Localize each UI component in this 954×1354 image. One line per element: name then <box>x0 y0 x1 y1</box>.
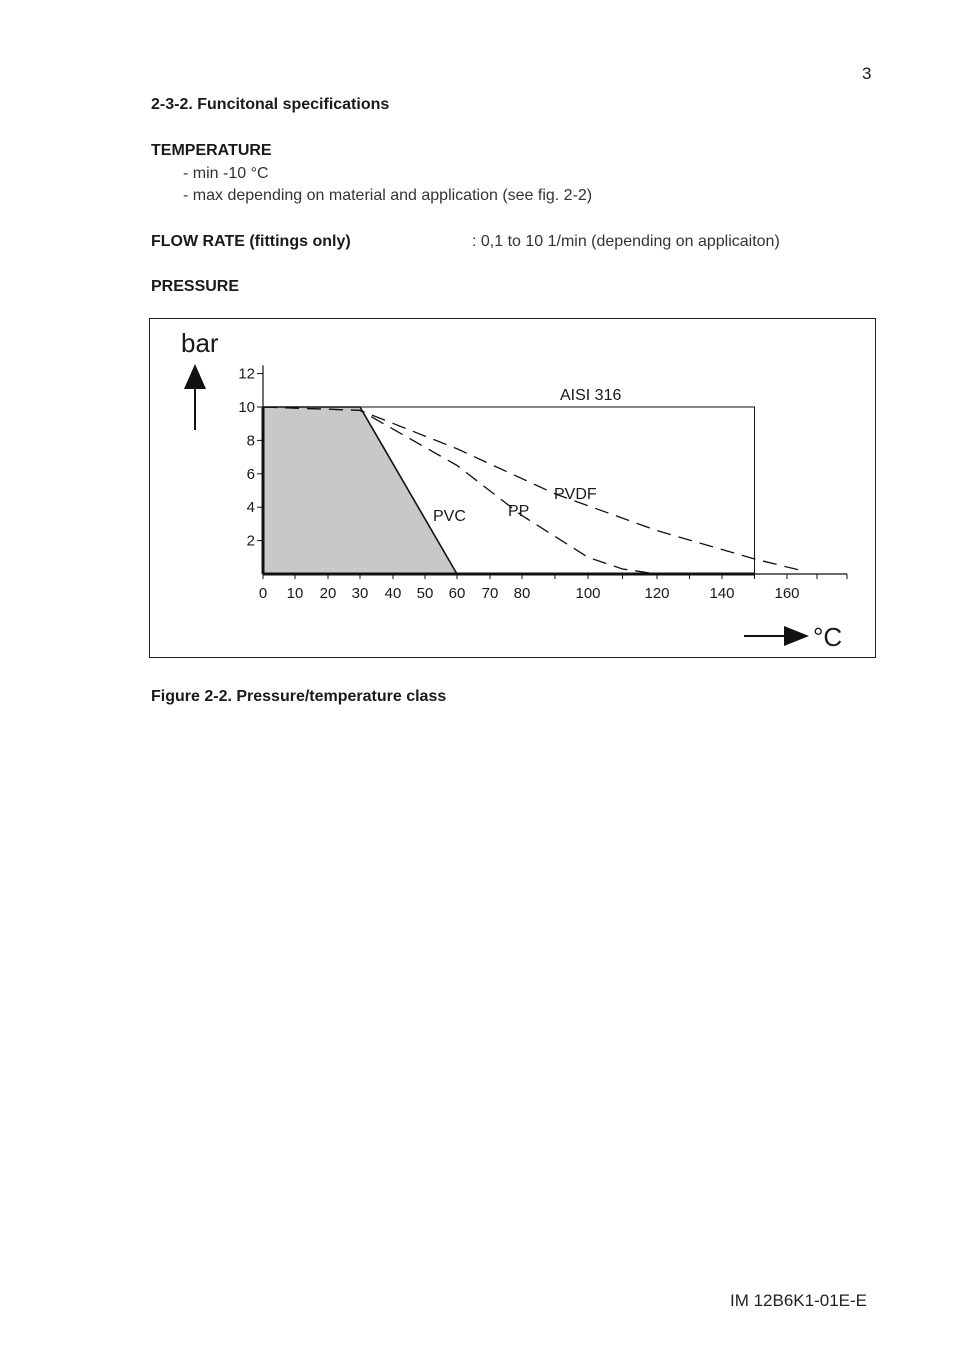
flow-rate-value: : 0,1 to 10 1/min (depending on applicaiton) <box>472 233 780 250</box>
pressure-temperature-figure <box>149 318 876 658</box>
series-label-pvc: PVC <box>433 508 466 525</box>
x-tick-label-80: 80 <box>513 585 531 602</box>
section-heading: 2-3-2. Funcitonal specifications <box>151 96 390 113</box>
figure-caption: Figure 2-2. Pressure/temperature class <box>151 688 447 705</box>
series-label-aisi-316: AISI 316 <box>560 387 622 404</box>
document-code: IM 12B6K1-01E-E <box>730 1291 868 1310</box>
x-tick-label-40: 40 <box>384 585 402 602</box>
x-axis-label: °C <box>813 622 843 652</box>
x-tick-label-30: 30 <box>351 585 369 602</box>
flow-rate-label: FLOW RATE (fittings only) <box>151 233 351 250</box>
x-tick-label-160: 160 <box>774 585 800 602</box>
x-tick-label-10: 10 <box>286 585 304 602</box>
y-axis-label: bar <box>181 328 219 358</box>
pressure-temperature-chart <box>150 319 877 659</box>
x-tick-label-140: 140 <box>709 585 735 602</box>
temperature-max-line: - max depending on material and application (see fig. 2-2) <box>183 187 593 204</box>
x-tick-label-20: 20 <box>319 585 337 602</box>
x-axis-arrow-head <box>784 626 809 646</box>
y-tick-label-6: 6 <box>246 465 255 483</box>
series-label-pp: PP <box>508 503 530 520</box>
y-tick-label-12: 12 <box>238 365 255 383</box>
x-tick-label-50: 50 <box>416 585 434 602</box>
y-tick-label-8: 8 <box>246 432 255 450</box>
y-tick-label-10: 10 <box>238 399 255 416</box>
temperature-min-line: - min -10 °C <box>183 165 269 182</box>
pressure-heading: PRESSURE <box>151 278 240 295</box>
y-axis-arrow-head <box>184 364 206 389</box>
x-tick-label-70: 70 <box>481 585 499 602</box>
series-pvc-fill <box>263 407 457 574</box>
x-tick-label-100: 100 <box>575 585 601 602</box>
y-tick-label-2: 2 <box>246 532 255 550</box>
x-tick-label-120: 120 <box>644 585 670 602</box>
x-tick-label-60: 60 <box>448 585 466 602</box>
temperature-heading: TEMPERATURE <box>151 142 272 159</box>
y-tick-label-4: 4 <box>246 499 255 517</box>
x-tick-label-0: 0 <box>258 585 268 602</box>
page-number: 3 <box>862 64 872 83</box>
series-label-pvdf: PVDF <box>554 486 597 503</box>
